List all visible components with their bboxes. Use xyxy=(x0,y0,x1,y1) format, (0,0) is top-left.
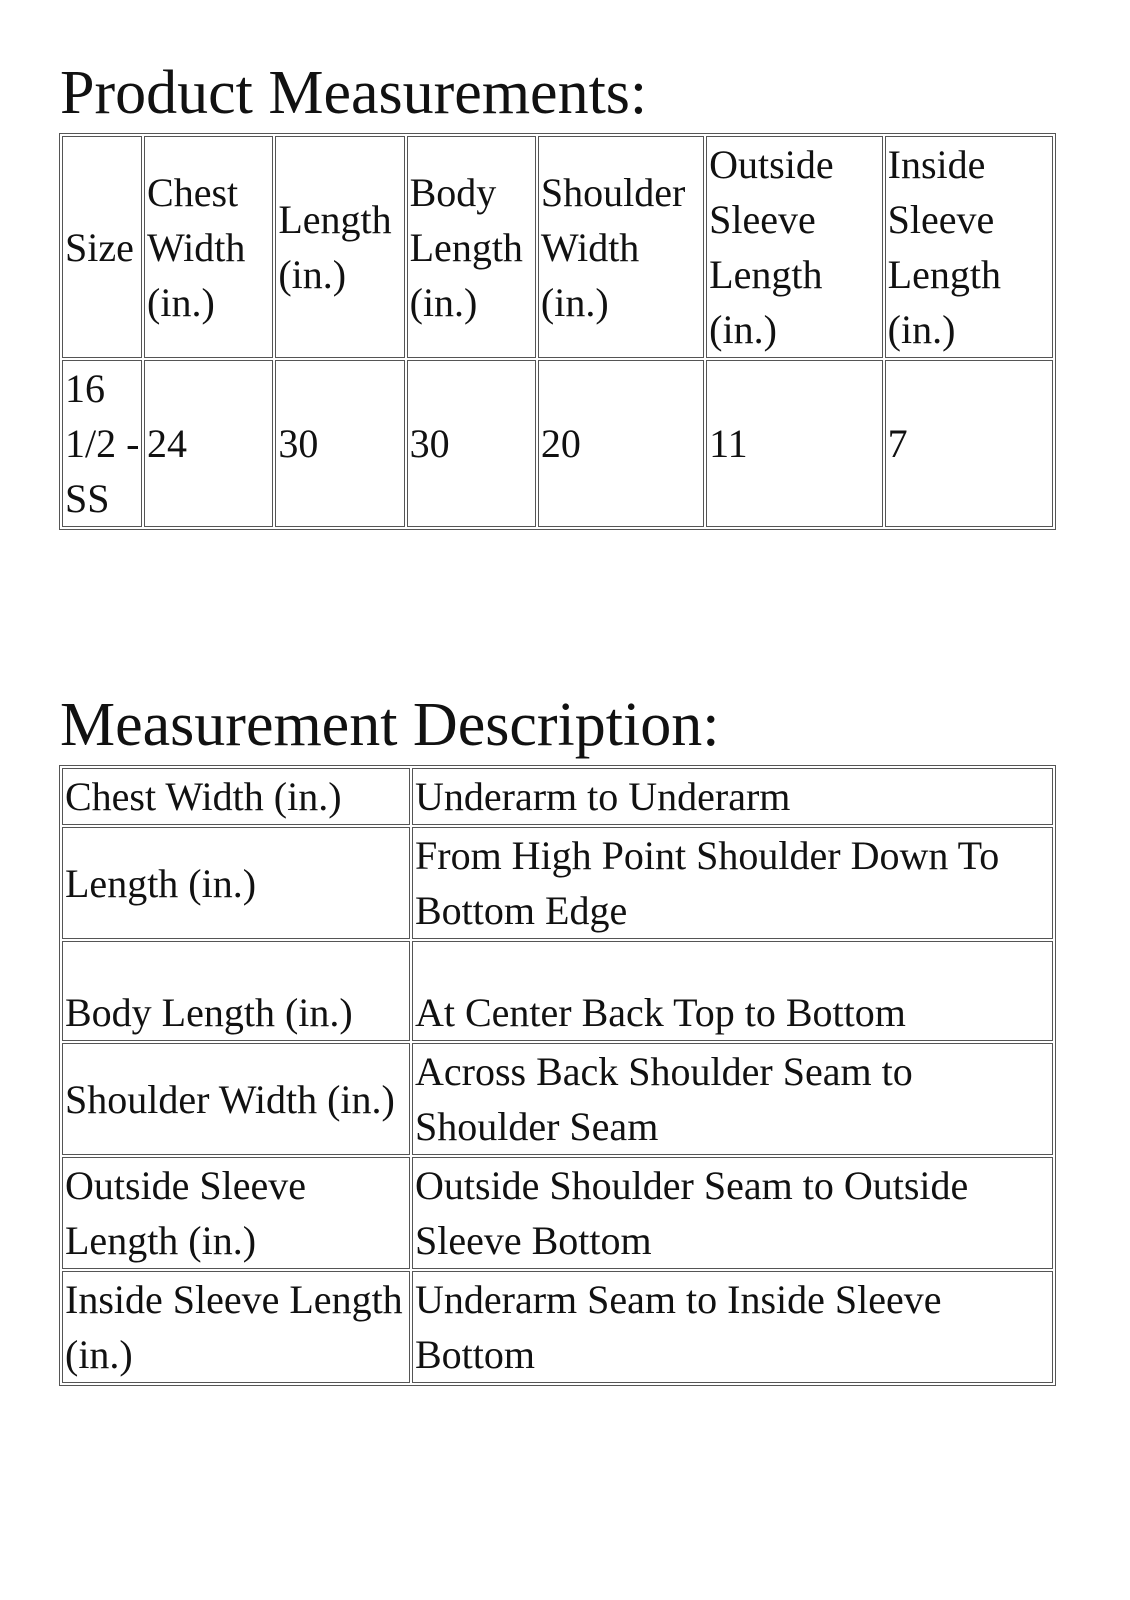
description-cell: Across Back Shoulder Seam to Shoulder Seam xyxy=(412,1043,1053,1155)
header-shoulder-width: Shoulder Width (in.) xyxy=(538,136,704,358)
term-cell: Outside Sleeve Length (in.) xyxy=(62,1157,410,1269)
header-inside-sleeve-length: Inside Sleeve Length (in.) xyxy=(885,136,1053,358)
term-cell: Length (in.) xyxy=(62,827,410,939)
product-measurements-title: Product Measurements: xyxy=(60,59,648,127)
measurement-description-title: Measurement Description: xyxy=(60,691,720,759)
cell-chest-width: 24 xyxy=(144,360,273,527)
description-cell: Outside Shoulder Seam to Outside Sleeve Bottom xyxy=(412,1157,1053,1269)
header-length: Length (in.) xyxy=(275,136,404,358)
cell-shoulder-width: 20 xyxy=(538,360,704,527)
table-header-row xyxy=(62,136,1053,358)
term-cell: Chest Width (in.) xyxy=(62,768,410,825)
table-row xyxy=(62,1157,1053,1269)
term-cell: Inside Sleeve Length (in.) xyxy=(62,1271,410,1383)
table-row xyxy=(62,1271,1053,1383)
cell-outside-sleeve-length: 11 xyxy=(706,360,883,527)
header-chest-width: Chest Width (in.) xyxy=(144,136,273,358)
term-cell: Shoulder Width (in.) xyxy=(62,1043,410,1155)
table-row xyxy=(62,941,1053,1041)
table-row xyxy=(62,768,1053,825)
table-row xyxy=(62,360,1053,527)
header-outside-sleeve-length: Outside Sleeve Length (in.) xyxy=(706,136,883,358)
header-size: Size xyxy=(62,136,142,358)
description-cell: At Center Back Top to Bottom xyxy=(412,941,1053,1041)
cell-size: 16 1/2 - SS xyxy=(62,360,142,527)
cell-inside-sleeve-length: 7 xyxy=(885,360,1053,527)
product-measurements-table xyxy=(59,133,1056,530)
term-cell: Body Length (in.) xyxy=(62,941,410,1041)
measurement-description-table xyxy=(59,765,1056,1386)
header-body-length: Body Length (in.) xyxy=(407,136,536,358)
table-row xyxy=(62,827,1053,939)
table-row xyxy=(62,1043,1053,1155)
cell-length: 30 xyxy=(275,360,404,527)
description-cell: Underarm to Underarm xyxy=(412,768,1053,825)
description-cell: Underarm Seam to Inside Sleeve Bottom xyxy=(412,1271,1053,1383)
description-cell: From High Point Shoulder Down To Bottom Edge xyxy=(412,827,1053,939)
cell-body-length: 30 xyxy=(407,360,536,527)
